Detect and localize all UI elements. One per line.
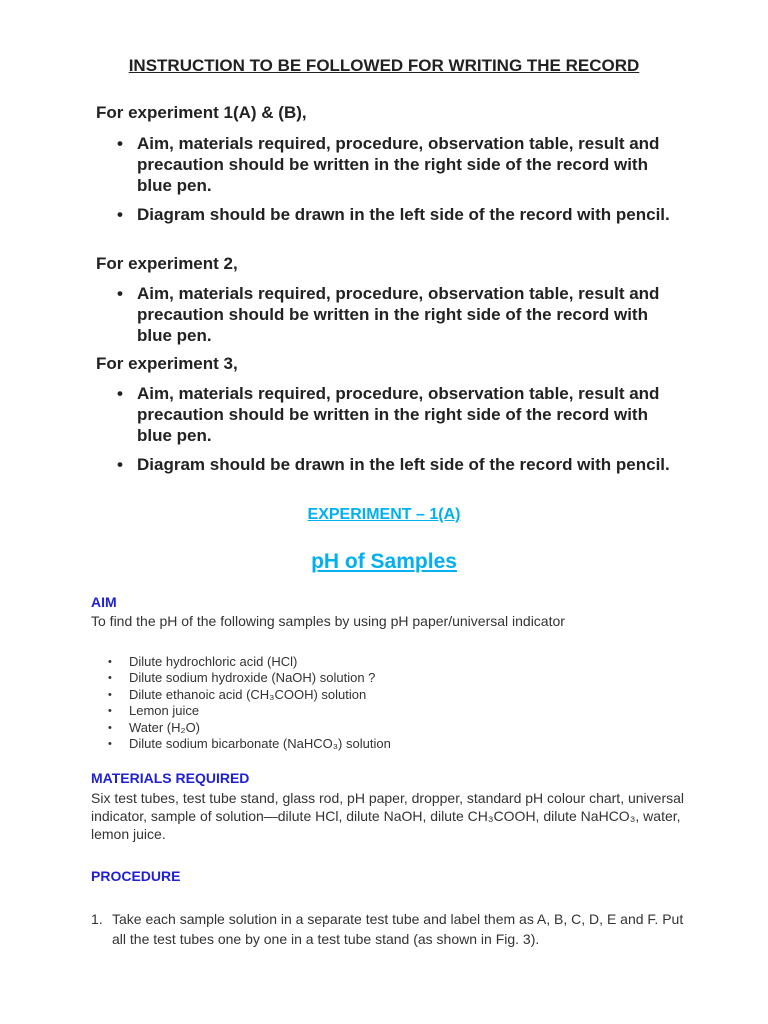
aim-heading: AIM xyxy=(91,594,117,610)
instruction-heading-exp1: For experiment 1(A) & (B), xyxy=(96,103,307,122)
instruction-item: • Aim, materials required, procedure, observation table, result and precaution should be written in the right side of the record with blue pen. xyxy=(117,383,677,446)
procedure-steps xyxy=(91,909,691,949)
instruction-list-exp1 xyxy=(117,133,677,233)
list-item: • Dilute ethanoic acid (CH₃COOH) solution xyxy=(108,687,391,703)
sample-list xyxy=(108,654,391,752)
instruction-heading-exp2: For experiment 2, xyxy=(96,254,238,273)
list-item: • Lemon juice xyxy=(108,703,391,719)
list-item: • Dilute sodium bicarbonate (NaHCO₃) solution xyxy=(108,736,391,752)
materials-heading: MATERIALS REQUIRED xyxy=(91,770,250,786)
experiment-title: pH of Samples xyxy=(311,550,457,573)
step-number: 1. xyxy=(91,911,103,927)
instruction-list-exp3 xyxy=(117,383,677,483)
list-item: • Dilute hydrochloric acid (HCl) xyxy=(108,654,391,670)
list-item: • Dilute sodium hydroxide (NaOH) solution ? xyxy=(108,670,391,686)
instruction-item: • Aim, materials required, procedure, observation table, result and precaution should be written in the right side of the record with blue pen. xyxy=(117,283,677,346)
experiment-label: EXPERIMENT – 1(A) xyxy=(307,506,461,523)
instruction-list-exp2 xyxy=(117,283,677,354)
instruction-item: • Diagram should be drawn in the left side of the record with pencil. xyxy=(117,204,677,225)
instruction-item: • Diagram should be drawn in the left side of the record with pencil. xyxy=(117,454,677,475)
instruction-item: • Aim, materials required, procedure, observation table, result and precaution should be written in the right side of the record with blue pen. xyxy=(117,133,677,196)
aim-text: To find the pH of the following samples by using pH paper/universal indicator xyxy=(91,613,565,629)
step-text: Take each sample solution in a separate test tube and label them as A, B, C, D, E and F. Put all the test tubes one by one in a test tube stand (as shown in Fig. 3). xyxy=(112,911,684,947)
procedure-step xyxy=(91,909,691,949)
instruction-heading-exp3: For experiment 3, xyxy=(96,354,238,373)
list-item: • Water (H₂O) xyxy=(108,720,391,736)
page-title: INSTRUCTION TO BE FOLLOWED FOR WRITING THE RECORD xyxy=(128,56,640,75)
materials-text: Six test tubes, test tube stand, glass rod, pH paper, dropper, standard pH colour chart, universal indicator, sample of solution—dilute HCl, dilute NaOH, dilute CH₃COOH, dilute NaHCO₃, water, lemon juice. xyxy=(91,790,684,842)
procedure-heading: PROCEDURE xyxy=(91,868,181,884)
